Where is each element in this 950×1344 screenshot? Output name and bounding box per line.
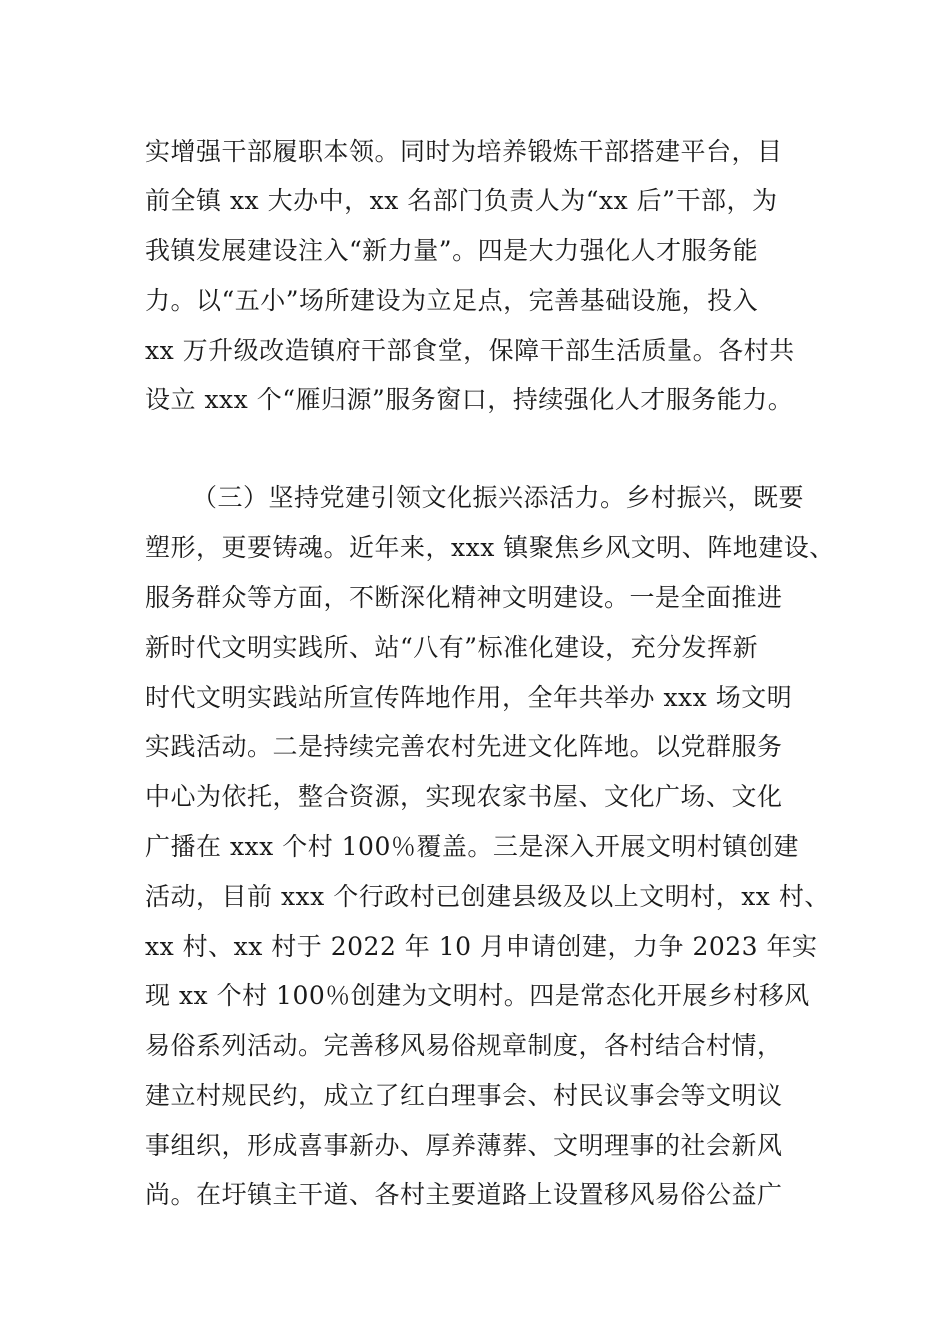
section-heading-line: （三）坚持党建引领文化振兴添活力。乡村振兴，既要	[192, 483, 805, 512]
paragraph-line: xx 村、xx 村于 2022 年 10 月申请创建，力争 2023 年实	[145, 932, 818, 961]
paragraph-line: xx 万升级改造镇府干部食堂，保障干部生活质量。各村共	[145, 336, 795, 365]
paragraph-line: 中心为依托，整合资源，实现农家书屋、文化广场、文化	[145, 782, 783, 811]
paragraph-line: 力。以“五小”场所建设为立足点，完善基础设施，投入	[145, 286, 759, 315]
paragraph-line: 新时代文明实践所、站“八有”标准化建设，充分发挥新	[145, 633, 759, 662]
paragraph-line: 事组织，形成喜事新办、厚养薄葬、文明理事的社会新风	[145, 1131, 783, 1160]
paragraph-line: 活动，目前 xxx 个行政村已创建县级及以上文明村，xx 村、	[145, 882, 830, 911]
paragraph-line: 塑形，更要铸魂。近年来，xxx 镇聚焦乡风文明、阵地建设、	[145, 533, 835, 562]
paragraph-line: 设立 xxx 个“雁归源”服务窗口，持续强化人才服务能力。	[145, 385, 794, 414]
paragraph-line: 建立村规民约，成立了红白理事会、村民议事会等文明议	[145, 1081, 783, 1110]
paragraph-line: 实增强干部履职本领。同时为培养锻炼干部搭建平台，目	[145, 137, 783, 166]
paragraph-line: 现 xx 个村 100％创建为文明村。四是常态化开展乡村移风	[145, 981, 810, 1010]
paragraph-line: 时代文明实践站所宣传阵地作用，全年共举办 xxx 场文明	[145, 683, 793, 712]
paragraph-line: 易俗系列活动。完善移风易俗规章制度，各村结合村情，	[145, 1031, 783, 1060]
paragraph-line: 服务群众等方面，不断深化精神文明建设。一是全面推进	[145, 583, 783, 612]
paragraph-line: 尚。在圩镇主干道、各村主要道路上设置移风易俗公益广	[145, 1180, 783, 1209]
paragraph-line: 前全镇 xx 大办中，xx 名部门负责人为“xx 后”干部，为	[145, 186, 778, 215]
paragraph-line: 广播在 xxx 个村 100％覆盖。三是深入开展文明村镇创建	[145, 832, 799, 861]
paragraph-line: 我镇发展建设注入“新力量”。四是大力强化人才服务能	[145, 236, 759, 265]
paragraph-line: 实践活动。二是持续完善农村先进文化阵地。以党群服务	[145, 732, 783, 761]
